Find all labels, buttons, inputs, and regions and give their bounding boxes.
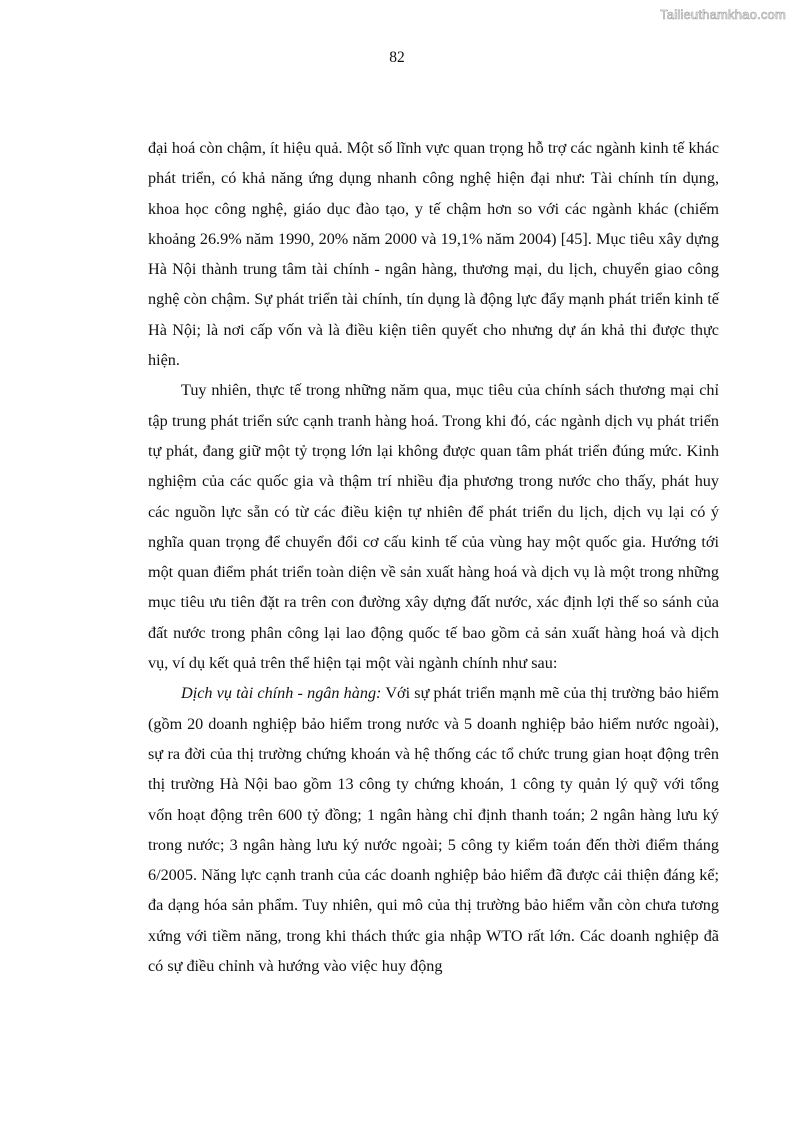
page-number: 82 [389,49,405,66]
paragraph-text: Với sự phát triển mạnh mẽ của thị trường bảo hiểm (gồm 20 doanh nghiệp bảo hiểm trong nước và 5 doanh nghiệp bảo hiểm nước ngoài), sự ra đời của thị trường chứng khoán và hệ thống các tổ chức trung gian hoạt động trên thị trường Hà Nội bao gồm 13 công ty chứng khoán, 1 công ty quản lý quỹ với tổng vốn hoạt động trên 600 tỷ đồng; 1 ngân hàng chỉ định thanh toán; 2 ngân hàng lưu ký trong nước; 3 ngân hàng lưu ký nước ngoài; 5 công ty kiểm toán đến thời điểm tháng 6/2005. Năng lực cạnh tranh của các doanh nghiệp bảo hiểm đã được cải thiện đáng kể; đa dạng hóa sản phẩm. Tuy nhiên, qui mô của thị trường bảo hiểm vẫn còn chưa tương xứng với tiềm năng, trong khi thách thức gia nhập WTO rất lớn. Các doanh nghiệp đã có sự điều chỉnh và hướng vào việc huy động [148,684,719,976]
watermark: Tailieuthamkhao.com [660,7,786,22]
paragraph-1 [148,133,719,375]
document-body [148,133,719,981]
paragraph-text: đại hoá còn chậm, ít hiệu quả. Một số lĩnh vực quan trọng hỗ trợ các ngành kinh tế khác phát triển, có khả năng ứng dụng nhanh công nghệ hiện đại như: Tài chính tín dụng, khoa học công nghệ, giáo dục đào tạo, y tế chậm hơn so với các ngành khác (chiếm khoảng 26.9% năm 1990, 20% năm 2000 và 19,1% năm 2004) [45]. Mục tiêu xây dựng Hà Nội thành trung tâm tài chính - ngân hàng, thương mại, du lịch, chuyển giao công nghệ còn chậm. Sự phát triển tài chính, tín dụng là động lực đẩy mạnh phát triển kinh tế Hà Nội; là nơi cấp vốn và là điều kiện tiên quyết cho nhưng dự án khả thi được thực hiện. [148,139,719,370]
paragraph-lead-heading: Dịch vụ tài chính - ngân hàng: [181,684,382,703]
paragraph-2 [148,375,719,678]
paragraph-text: Tuy nhiên, thực tế trong những năm qua, mục tiêu của chính sách thương mại chỉ tập trung phát triển sức cạnh tranh hàng hoá. Trong khi đó, các ngành dịch vụ phát triển tự phát, đang giữ một tỷ trọng lớn lại không được quan tâm phát triển đúng mức. Kinh nghiệm của các quốc gia và thậm trí nhiều địa phương trong nước cho thấy, phát huy các nguồn lực sẵn có từ các điều kiện tự nhiên để phát triển du lịch, dịch vụ lại có ý nghĩa quan trọng để chuyển đổi cơ cấu kinh tế của vùng hay một quốc gia. Hướng tới một quan điểm phát triển toàn diện về sản xuất hàng hoá và dịch vụ là một trong những mục tiêu ưu tiên đặt ra trên con đường xây dựng đất nước, xác định lợi thế so sánh của đất nước trong phân công lại lao động quốc tế bao gồm cả sản xuất hàng hoá và dịch vụ, ví dụ kết quả trên thể hiện tại một vài ngành chính như sau: [148,381,719,673]
paragraph-3 [148,678,719,981]
